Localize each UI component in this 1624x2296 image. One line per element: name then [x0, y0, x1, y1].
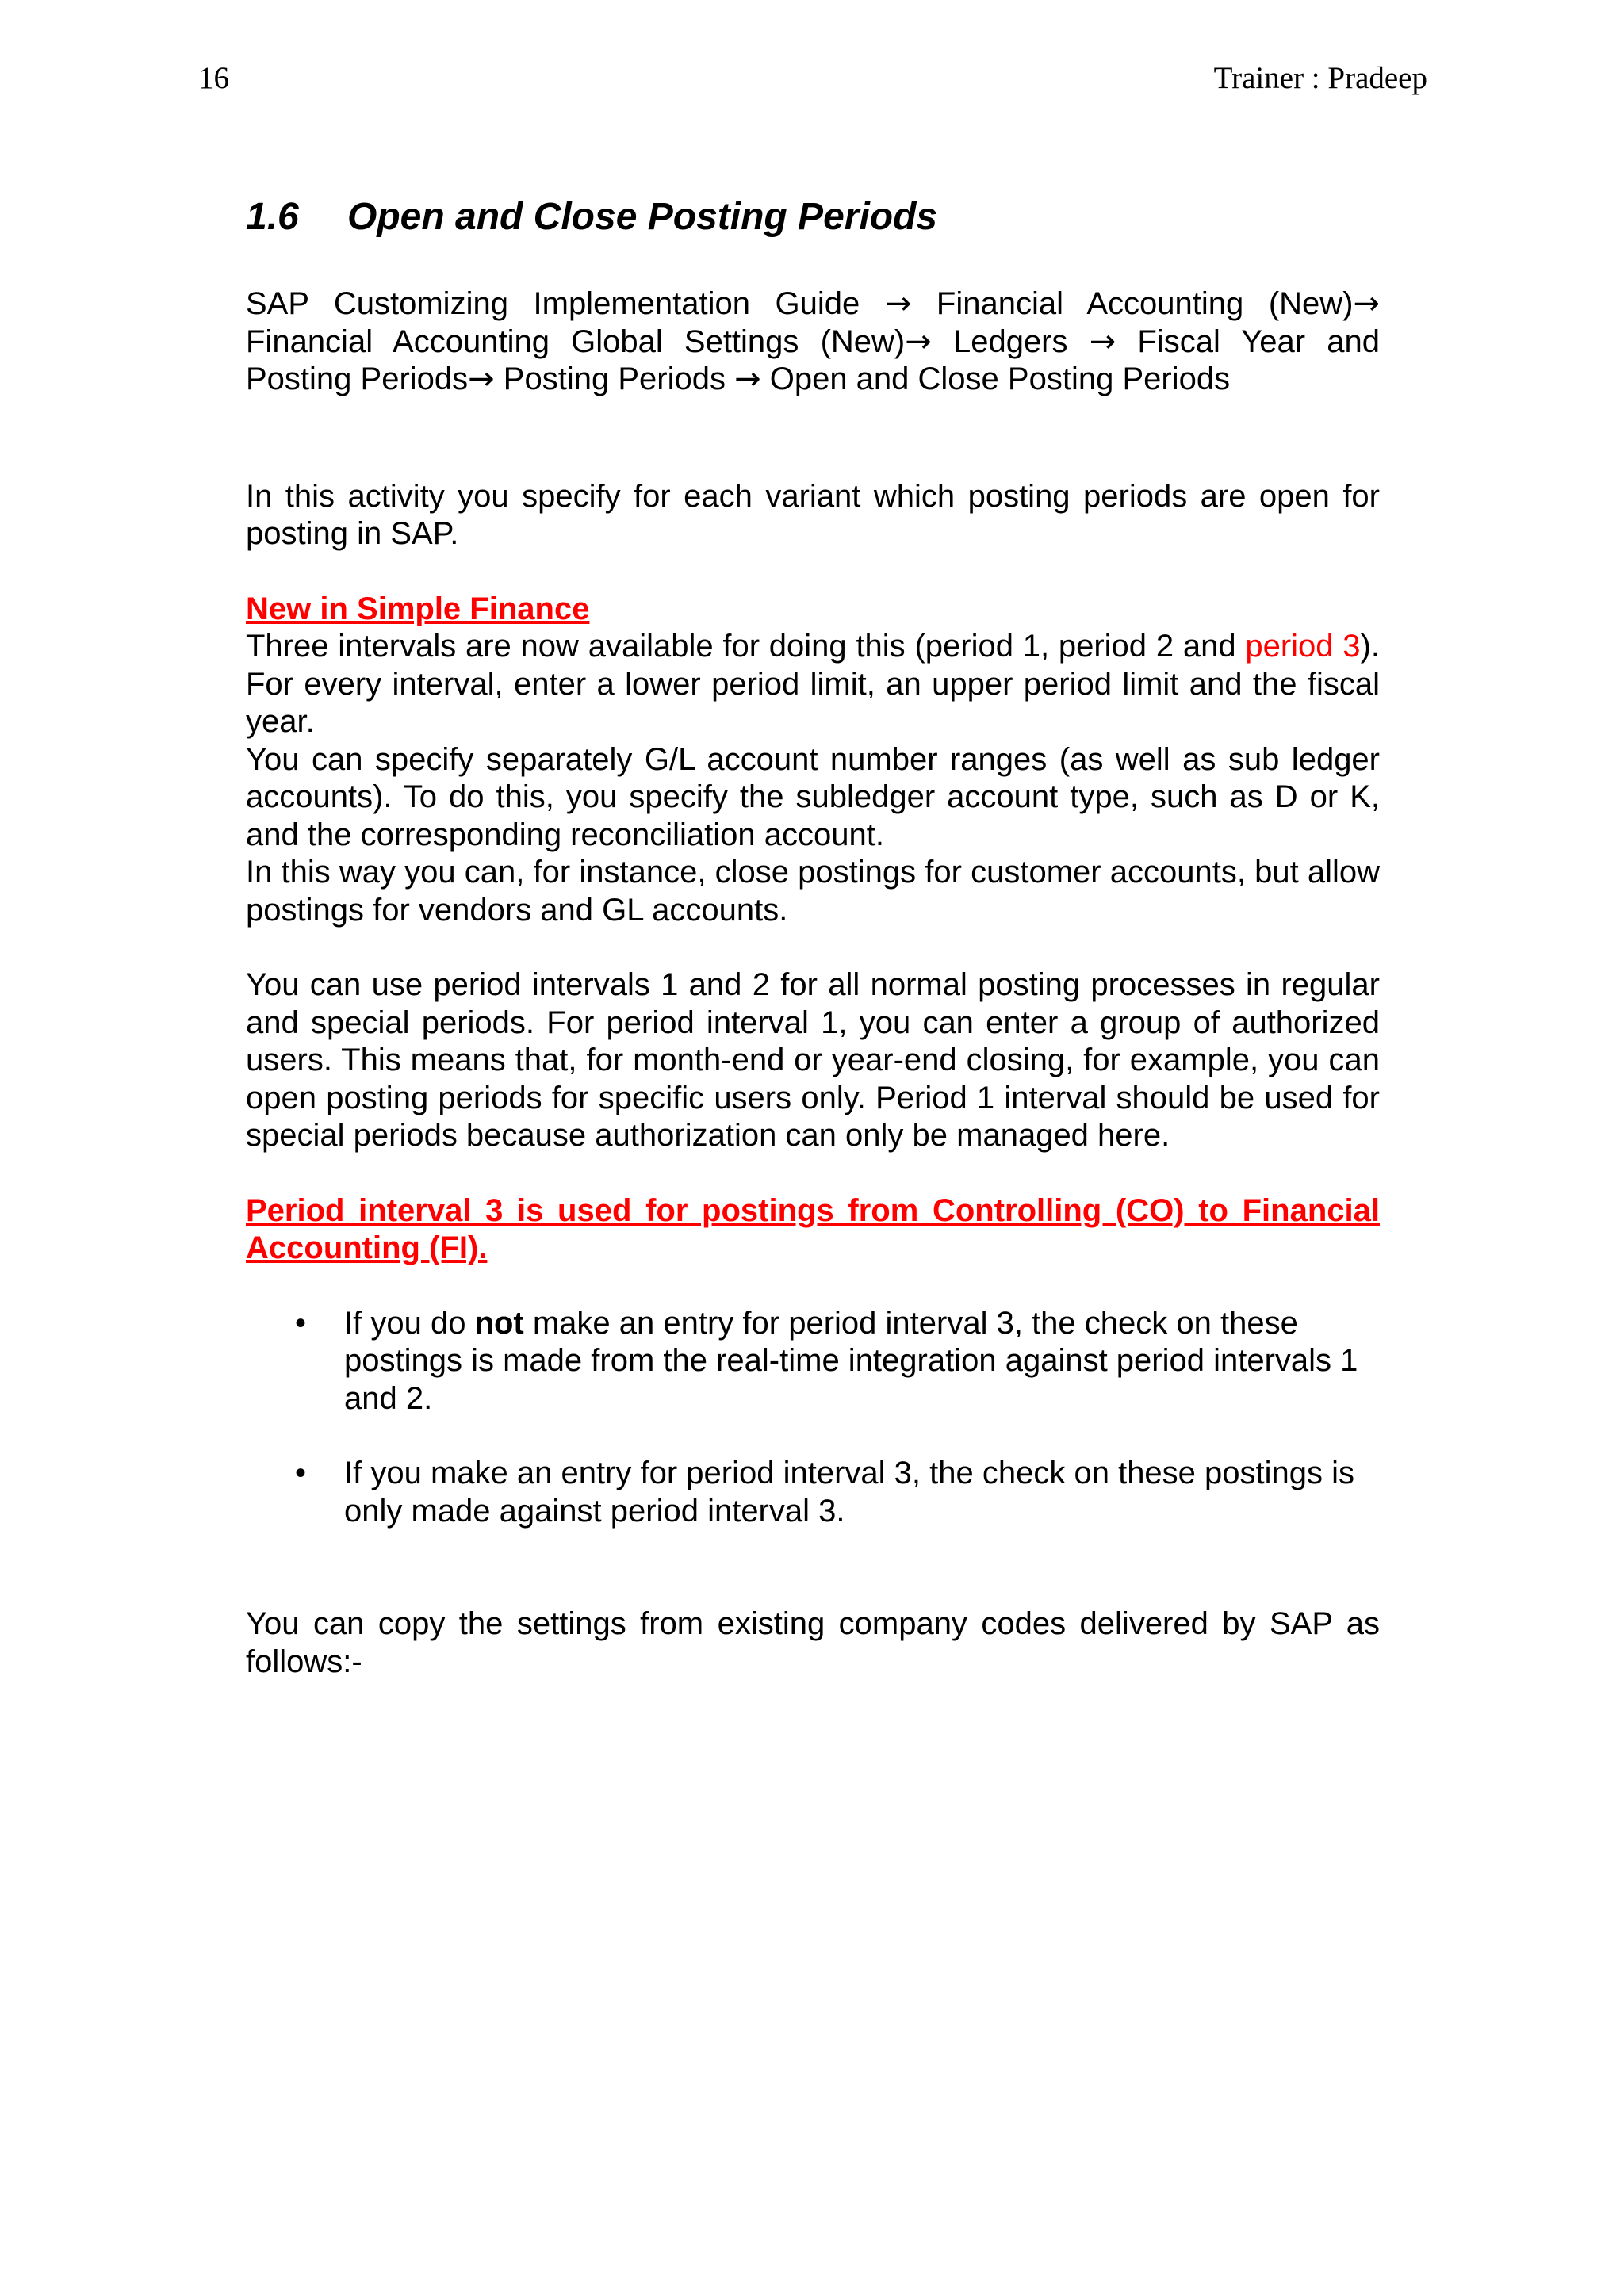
arrow-right-icon: →	[905, 323, 932, 360]
period-3-highlight: period 3	[1245, 629, 1361, 664]
gl-ranges-paragraph: You can specify separately G/L account number ranges (as well as sub ledger accounts). To do this, you specify the subledger account type, such as D or K, and the corresponding reconciliation account.	[246, 741, 1380, 852]
bullet-icon: •	[295, 1456, 307, 1490]
page-number: 16	[198, 61, 229, 95]
bullet-icon: •	[295, 1305, 307, 1341]
nav-step: Financial Accounting Global Settings (New)	[246, 323, 906, 359]
text-run: If you do	[344, 1305, 475, 1341]
text-run: make an entry for period interval 3, the check on these postings is made from the real-time integration against period intervals 1 and 2.	[344, 1305, 1358, 1416]
nav-step: SAP Customizing Implementation Guide	[246, 286, 860, 321]
copy-settings-paragraph: You can copy the settings from existing company codes delivered by SAP as follows:-	[246, 1606, 1380, 1679]
arrow-right-icon: →	[1089, 323, 1116, 360]
nav-step: Ledgers	[952, 323, 1068, 359]
nav-step: Fiscal Year and Posting Periods	[246, 323, 1380, 396]
customer-close-paragraph: In this way you can, for instance, close postings for customer accounts, but allow postings for vendors and GL accounts.	[246, 855, 1380, 928]
text-run: Three intervals are now available for doing this (period 1, period 2 and	[246, 629, 1246, 664]
period-interval-3-heading: Period interval 3 is used for postings from Controlling (CO) to Financial Accounting (FI).	[246, 1192, 1380, 1265]
emphasis-not: not	[474, 1305, 524, 1341]
arrow-right-icon: →	[1353, 285, 1380, 322]
section-heading	[246, 193, 1380, 241]
trainer-label: Trainer : Pradeep	[1213, 61, 1427, 95]
nav-step: Posting Periods	[503, 362, 726, 396]
section-title: Open and Close Posting Periods	[347, 196, 938, 238]
text-run: ). For every interval, enter a lower period limit, an upper period limit and the fiscal year.	[246, 629, 1380, 739]
list-item	[246, 1305, 1380, 1418]
arrow-right-icon: →	[468, 361, 495, 397]
list-item	[246, 1455, 1380, 1530]
new-in-simple-finance	[246, 591, 1380, 930]
intervals-available-paragraph	[246, 628, 1380, 741]
document-body	[246, 193, 1380, 1681]
intro-paragraph: In this activity you specify for each variant which posting periods are open for posting in SAP.	[246, 478, 1380, 551]
section-number: 1.6	[246, 196, 299, 238]
page-header	[198, 60, 1427, 108]
new-in-simple-finance-heading: New in Simple Finance	[246, 591, 590, 626]
nav-step: Financial Accounting (New)	[936, 286, 1354, 321]
arrow-right-icon: →	[884, 285, 912, 322]
bullet-list	[246, 1305, 1380, 1531]
period-intervals-paragraph: You can use period intervals 1 and 2 for all normal posting processes in regular and special periods. For period interval 1, you can enter a group of authorized users. This means that, for month-end or year-end closing, for example, you can open posting periods for specific users only. Period 1 interval should be used for special periods because authorization can only be managed here.	[246, 967, 1380, 1153]
arrow-right-icon: →	[734, 361, 761, 397]
navigation-path	[246, 285, 1380, 399]
text-run: If you make an entry for period interval 3, the check on these postings is only made against period interval 3.	[344, 1456, 1355, 1529]
nav-step: Open and Close Posting Periods	[769, 362, 1231, 396]
